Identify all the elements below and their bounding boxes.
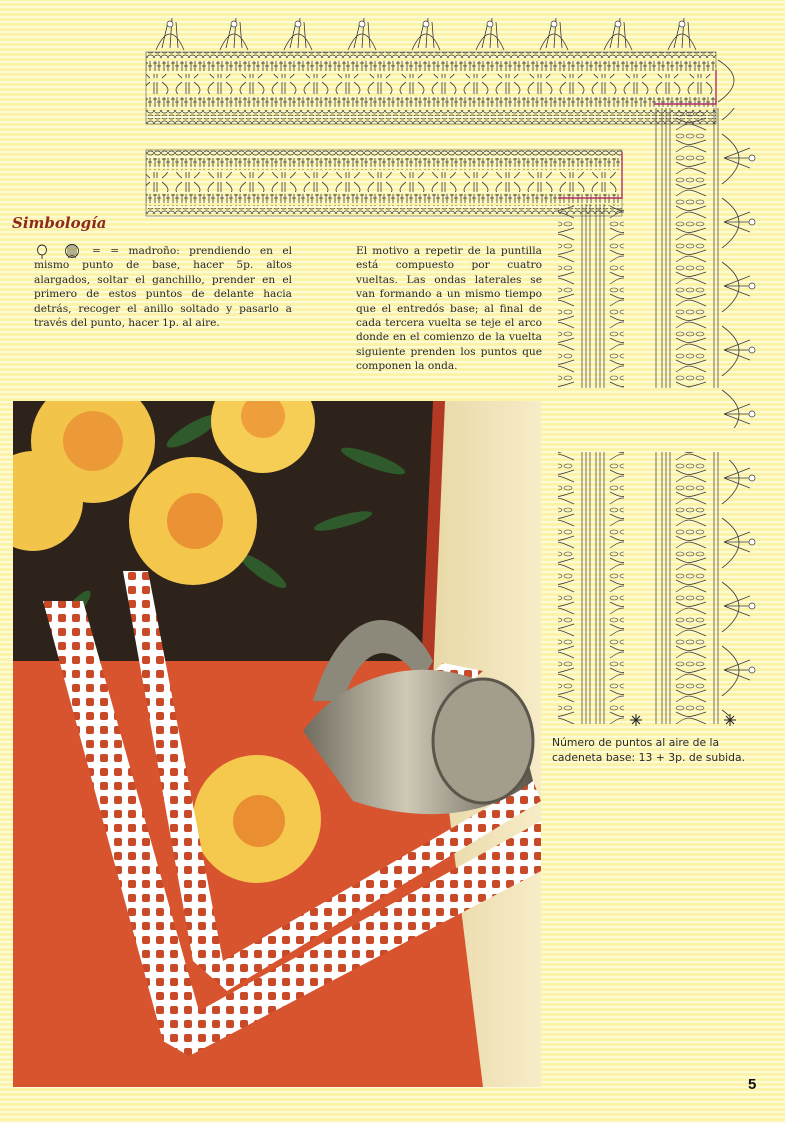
madrono-single-icon — [38, 245, 47, 259]
photo-lace-edging — [13, 401, 541, 1087]
symbol-legend — [34, 244, 292, 330]
base-chain-note: Número de puntos al aire de la cadeneta base: 13 + 3p. de subida. — [552, 736, 746, 764]
symbology-heading: Simbología — [12, 214, 107, 232]
madrono-cluster-icon — [66, 245, 79, 259]
page-number: 5 — [748, 1076, 757, 1093]
motif-description: El motivo a repetir de la puntilla está compuesto por cuatro vueltas. Las ondas laterales se van formando a un mismo tiempo que el entredós base; al final de cada tercera vuelta se teje el arco donde en el comienzo de la vuelta siguiente prenden los puntos que componen la onda. — [356, 245, 542, 373]
legend-description: = = madroño: prendiendo en el mismo punto de base, hacer 5p. altos alargados, soltar el ganchillo, prender en el primero de estos puntos de delante hacia detrás, recoger el anillo soltado y pasarlo a través del punto, hacer 1p. al aire. — [34, 245, 292, 330]
